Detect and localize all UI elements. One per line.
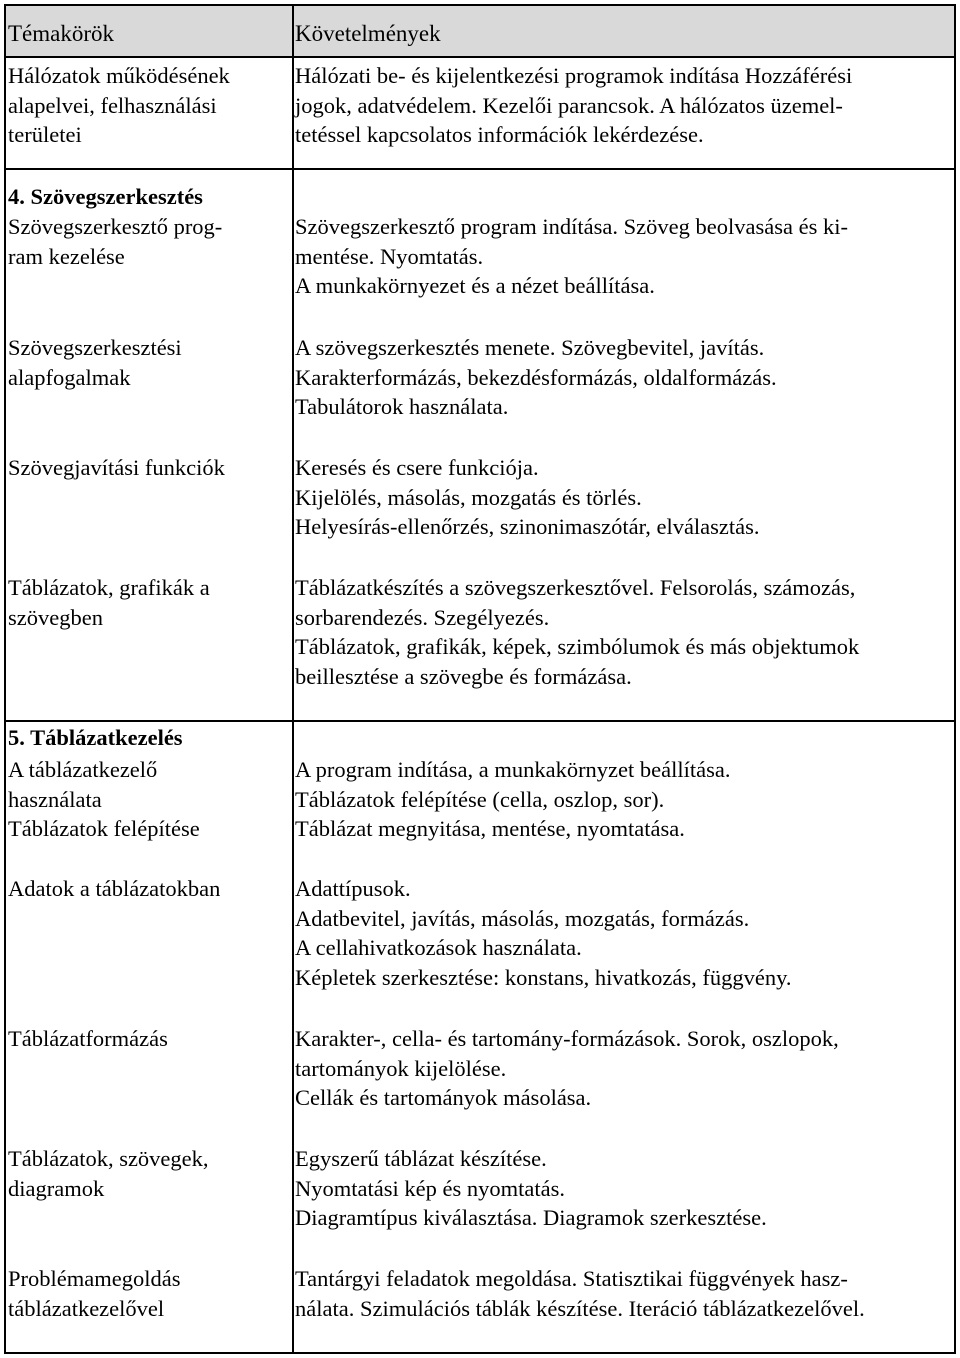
topic-line: Táblázatformázás bbox=[8, 1026, 168, 1051]
req-line: A program indítása, a munkakörnyzet beállítása. bbox=[295, 757, 731, 782]
req-line: Szövegszerkesztő program indítása. Szöveg beolvasása és ki- bbox=[295, 214, 848, 239]
req-line: mentése. Nyomtatás. bbox=[295, 243, 484, 269]
topic-text-correction bbox=[8, 453, 225, 483]
topic-table-formatting bbox=[8, 1024, 168, 1054]
req-line: Táblázatkészítés a szövegszerkesztővel. Felsorolás, számozás, bbox=[295, 575, 856, 600]
topic-line: diagramok bbox=[8, 1175, 105, 1201]
req-line: Tantárgyi feladatok megoldása. Statisztikai függvények hasz- bbox=[295, 1266, 848, 1291]
req-text-editing-basics bbox=[295, 333, 777, 422]
topic-line: Táblázatok, grafikák a bbox=[8, 575, 210, 600]
row-divider bbox=[6, 168, 954, 170]
topic-line: Szövegjavítási funkciók bbox=[8, 455, 225, 480]
topic-spreadsheet-usage bbox=[8, 755, 200, 844]
req-line: Nyomtatási kép és nyomtatás. bbox=[295, 1175, 565, 1201]
req-line: A cellahivatkozások használata. bbox=[295, 935, 582, 961]
topic-tables-texts-diagrams bbox=[8, 1144, 209, 1203]
row-divider bbox=[6, 720, 954, 722]
req-line: Keresés és csere funkciója. bbox=[295, 455, 539, 480]
req-line: A szövegszerkesztés menete. Szövegbevitel, javítás. bbox=[295, 335, 765, 360]
topic-problem-solving bbox=[8, 1264, 180, 1323]
req-line: jogok, adatvédelem. Kezelői parancsok. A hálózatos üzemel- bbox=[295, 92, 843, 118]
table-header-background bbox=[6, 6, 954, 56]
topic-line: Szövegszerkesztő prog- bbox=[8, 214, 223, 239]
req-line: Cellák és tartományok másolása. bbox=[295, 1085, 592, 1111]
req-line: tartományok kijelölése. bbox=[295, 1055, 507, 1081]
topic-text-editor-handling bbox=[8, 212, 222, 271]
req-spreadsheet-usage bbox=[295, 755, 731, 844]
req-text-correction bbox=[295, 453, 760, 542]
header-divider bbox=[6, 56, 954, 58]
req-line: Karakter-, cella- és tartomány-formázások. Sorok, oszlopok, bbox=[295, 1026, 839, 1051]
topic-tables-graphics-in-text bbox=[8, 573, 210, 632]
column-divider bbox=[292, 6, 294, 1352]
section-title-4: 4. Szövegszerkesztés bbox=[8, 184, 203, 209]
req-line: Képletek szerkesztése: konstans, hivatkozás, függvény. bbox=[295, 965, 792, 991]
req-line: Tabulátorok használata. bbox=[295, 394, 509, 420]
req-line: Karakterformázás, bekezdésformázás, oldalformázás. bbox=[295, 364, 777, 390]
header-topics: Témakörök bbox=[8, 21, 115, 46]
req-line: Táblázat megnyitása, mentése, nyomtatása. bbox=[295, 816, 685, 842]
topic-line: alapfogalmak bbox=[8, 364, 131, 390]
topic-line: Hálózatok működésének bbox=[8, 63, 230, 88]
req-line: Helyesírás-ellenőrzés, szinonimaszótár, elválasztás. bbox=[295, 514, 760, 540]
topic-networks bbox=[8, 61, 230, 150]
req-text-editor-handling bbox=[295, 212, 848, 301]
topic-line: táblázatkezelővel bbox=[8, 1295, 165, 1321]
req-line: beillesztése a szövegbe és formázása. bbox=[295, 664, 632, 690]
req-tables-graphics-in-text bbox=[295, 573, 859, 692]
topic-line: Szövegszerkesztési bbox=[8, 335, 182, 360]
topic-text-editing-basics bbox=[8, 333, 182, 392]
topic-line: használata bbox=[8, 786, 102, 812]
topic-data-in-tables bbox=[8, 874, 220, 904]
req-line: Diagramtípus kiválasztása. Diagramok szerkesztése. bbox=[295, 1205, 767, 1231]
req-line: Adattípusok. bbox=[295, 876, 411, 901]
section-title-5: 5. Táblázatkezelés bbox=[8, 725, 183, 750]
req-line: sorbarendezés. Szegélyezés. bbox=[295, 604, 550, 630]
req-line: tetéssel kapcsolatos információk lekérdezése. bbox=[295, 122, 704, 148]
req-networks bbox=[295, 61, 852, 150]
req-line: Adatbevitel, javítás, másolás, mozgatás, formázás. bbox=[295, 905, 750, 931]
req-line: Egyszerű táblázat készítése. bbox=[295, 1146, 547, 1171]
req-tables-texts-diagrams bbox=[295, 1144, 767, 1233]
req-line: nálata. Szimulációs táblák készítése. Iteráció táblázatkezelővel. bbox=[295, 1295, 865, 1321]
req-line: Hálózati be- és kijelentkezési programok indítása Hozzáférési bbox=[295, 63, 853, 88]
topic-line: szövegben bbox=[8, 604, 103, 630]
req-line: A munkakörnyezet és a nézet beállítása. bbox=[295, 273, 655, 299]
topic-line: alapelvei, felhasználási bbox=[8, 92, 217, 118]
req-data-in-tables bbox=[295, 874, 792, 993]
req-problem-solving bbox=[295, 1264, 865, 1323]
req-line: Kijelölés, másolás, mozgatás és törlés. bbox=[295, 484, 642, 510]
req-table-formatting bbox=[295, 1024, 839, 1113]
topic-line: Problémamegoldás bbox=[8, 1266, 181, 1291]
topic-line: Táblázatok felépítése bbox=[8, 816, 200, 842]
req-line: Táblázatok, grafikák, képek, szimbólumok és más objektumok bbox=[295, 634, 860, 660]
topic-line: Adatok a táblázatokban bbox=[8, 876, 221, 901]
req-line: Táblázatok felépítése (cella, oszlop, sor). bbox=[295, 786, 665, 812]
topic-line: A táblázatkezelő bbox=[8, 757, 158, 782]
topic-line: Táblázatok, szövegek, bbox=[8, 1146, 209, 1171]
header-requirements: Követelmények bbox=[295, 21, 441, 46]
topic-line: ram kezelése bbox=[8, 243, 125, 269]
topic-line: területei bbox=[8, 122, 82, 148]
